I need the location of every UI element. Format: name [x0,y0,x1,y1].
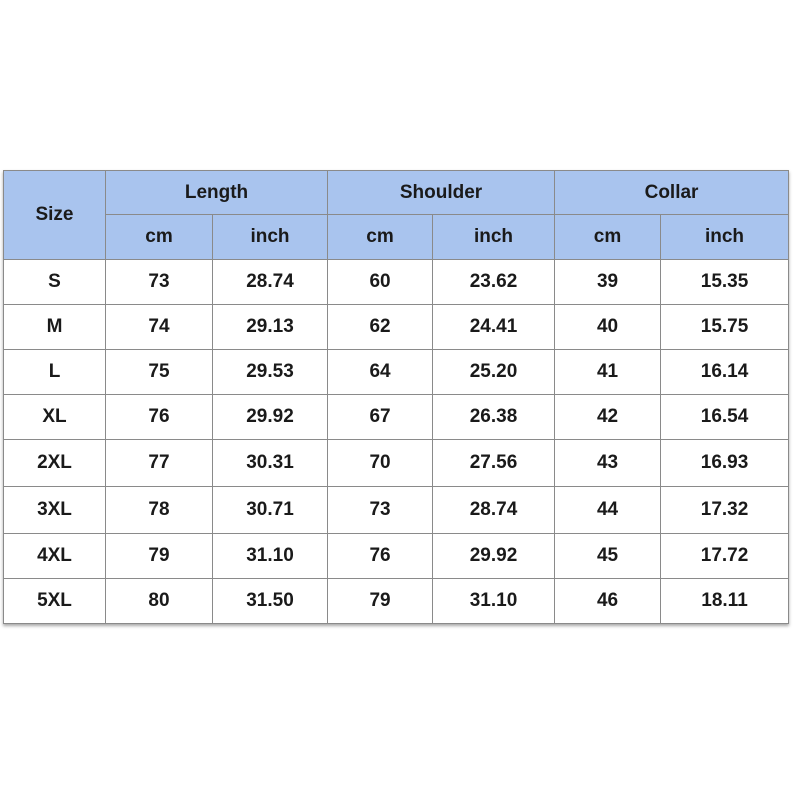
collar-group-header: Collar [555,171,789,215]
collar-cm-cell: 44 [555,487,661,534]
collar-inch-cell: 15.35 [661,260,789,305]
shoulder-cm-header: cm [328,215,433,260]
table-row [4,440,789,487]
length-inch-cell: 31.50 [213,579,328,624]
collar-inch-cell: 16.93 [661,440,789,487]
length-cm-cell: 73 [106,260,213,305]
table-row [4,579,789,624]
length-cm-cell: 80 [106,579,213,624]
length-inch-cell: 28.74 [213,260,328,305]
size-column-header: Size [4,171,106,260]
shoulder-group-header: Shoulder [328,171,555,215]
length-inch-cell: 29.53 [213,350,328,395]
size-cell: XL [4,395,106,440]
table-header [4,171,789,260]
size-cell: 3XL [4,487,106,534]
length-inch-cell: 30.31 [213,440,328,487]
collar-cm-header: cm [555,215,661,260]
collar-cm-cell: 41 [555,350,661,395]
shoulder-inch-cell: 28.74 [433,487,555,534]
collar-cm-cell: 40 [555,305,661,350]
collar-cm-cell: 43 [555,440,661,487]
size-cell: L [4,350,106,395]
shoulder-inch-cell: 26.38 [433,395,555,440]
size-cell: 5XL [4,579,106,624]
collar-inch-cell: 17.32 [661,487,789,534]
shoulder-cm-cell: 67 [328,395,433,440]
collar-inch-cell: 15.75 [661,305,789,350]
table-row [4,534,789,579]
length-cm-cell: 77 [106,440,213,487]
length-cm-cell: 79 [106,534,213,579]
shoulder-inch-cell: 25.20 [433,350,555,395]
collar-cm-cell: 39 [555,260,661,305]
collar-cm-cell: 45 [555,534,661,579]
shoulder-cm-cell: 76 [328,534,433,579]
length-inch-cell: 29.92 [213,395,328,440]
length-inch-header: inch [213,215,328,260]
length-cm-cell: 76 [106,395,213,440]
collar-inch-cell: 16.54 [661,395,789,440]
shoulder-cm-cell: 73 [328,487,433,534]
table-body [4,260,789,624]
size-cell: 2XL [4,440,106,487]
size-cell: 4XL [4,534,106,579]
length-cm-header: cm [106,215,213,260]
table-row [4,350,789,395]
shoulder-cm-cell: 79 [328,579,433,624]
length-inch-cell: 29.13 [213,305,328,350]
table-row [4,487,789,534]
shoulder-cm-cell: 64 [328,350,433,395]
length-group-header: Length [106,171,328,215]
table-row [4,305,789,350]
collar-inch-cell: 17.72 [661,534,789,579]
shoulder-inch-cell: 31.10 [433,579,555,624]
shoulder-inch-cell: 29.92 [433,534,555,579]
shoulder-cm-cell: 70 [328,440,433,487]
header-group-row [4,171,789,215]
table-row [4,260,789,305]
shoulder-inch-header: inch [433,215,555,260]
header-unit-row [4,215,789,260]
size-cell: S [4,260,106,305]
collar-inch-header: inch [661,215,789,260]
shoulder-cm-cell: 62 [328,305,433,350]
length-cm-cell: 74 [106,305,213,350]
length-cm-cell: 78 [106,487,213,534]
collar-cm-cell: 46 [555,579,661,624]
collar-inch-cell: 18.11 [661,579,789,624]
collar-inch-cell: 16.14 [661,350,789,395]
table-row [4,395,789,440]
length-cm-cell: 75 [106,350,213,395]
shoulder-cm-cell: 60 [328,260,433,305]
shoulder-inch-cell: 23.62 [433,260,555,305]
collar-cm-cell: 42 [555,395,661,440]
size-cell: M [4,305,106,350]
length-inch-cell: 30.71 [213,487,328,534]
shoulder-inch-cell: 24.41 [433,305,555,350]
length-inch-cell: 31.10 [213,534,328,579]
shoulder-inch-cell: 27.56 [433,440,555,487]
size-chart-table [3,170,789,624]
